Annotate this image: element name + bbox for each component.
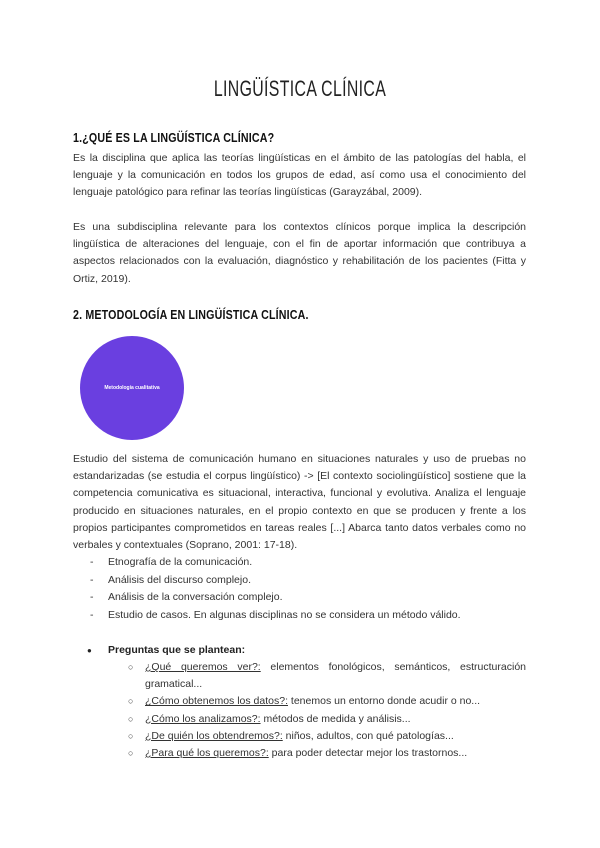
questions-list (145, 659, 526, 762)
answer-text: elementos fonológicos, semánticos, estructuración gramatical... (145, 661, 526, 691)
circle-label: Metodología cualitativa (104, 385, 160, 391)
answer-text: para poder detectar mejor los trastornos... (268, 747, 468, 760)
question-text: ¿De quién los obtendremos?: (145, 729, 283, 742)
page-title: LINGÜÍSTICA CLÍNICA (213, 76, 387, 101)
list-item: - Análisis de la conversación complejo. (73, 589, 533, 607)
section-2-paragraph: Estudio del sistema de comunicación humano en situaciones naturales y uso de pruebas no estandarizadas (se estudia el corpus lingüístico) -> [El contexto sociolingüístico] sostiene que la competencia comunicativa es situacional, interactiva, funcional y evolutiva. Analiza el lenguaje producido en situaciones naturales, en el propio contexto en que se producen y frente a los propios participantes comprometidos en tareas reales [...] Abarca tanto datos verbales como no verbales y contextuales (Soprano, 2001: 17-18). (73, 453, 526, 552)
answer-text: métodos de medida y análisis... (260, 712, 411, 725)
list-item: - Etnografía de la comunicación. (73, 554, 533, 572)
list-item (145, 693, 526, 710)
question-text: ¿Cómo los analizamos?: (145, 712, 261, 725)
section-1-paragraph-2: Es una subdisciplina relevante para los contextos clínicos porque implica la descripción lingüística de alteraciones del lenguaje, con el fin de aportar información que contribuya a aspectos relacionados con la evaluación, diagnóstico y rehabilitación de los pacientes (Fitta y Ortiz, 2019). (73, 221, 526, 285)
methods-list (73, 554, 533, 624)
list-item (145, 711, 526, 728)
question-text: ¿Qué queremos ver?: (145, 661, 261, 673)
question-text: ¿Para qué los queremos?: (145, 747, 269, 760)
methodology-circle (80, 336, 184, 440)
list-item: - Estudio de casos. En algunas disciplinas no se considera un método válido. (73, 607, 533, 625)
answer-text: tenemos un entorno donde acudir o no... (288, 695, 481, 708)
answer-text: niños, adultos, con qué patologías... (282, 729, 454, 742)
list-item (145, 745, 526, 762)
questions-heading: ● Preguntas que se plantean: (73, 642, 245, 659)
section-1-paragraph-1: Es la disciplina que aplica las teorías lingüísticas en el ámbito de las patologías del habla, el lenguaje y la comunicación en todos los grupos de edad, así como usa el conocimiento del lenguaje patológico para refinar las teorías lingüísticas (Garayzábal, 2009). (73, 152, 526, 199)
list-item (145, 728, 526, 745)
section-1-heading: 1.¿QUÉ ES LA LINGÜÍSTICA CLÍNICA? (73, 130, 275, 145)
list-item: - Análisis del discurso complejo. (73, 572, 533, 590)
question-text: ¿Cómo obtenemos los datos?: (145, 695, 288, 708)
section-2-heading: 2. METODOLOGÍA EN LINGÜÍSTICA CLÍNICA. (73, 307, 309, 322)
list-item (145, 659, 526, 693)
